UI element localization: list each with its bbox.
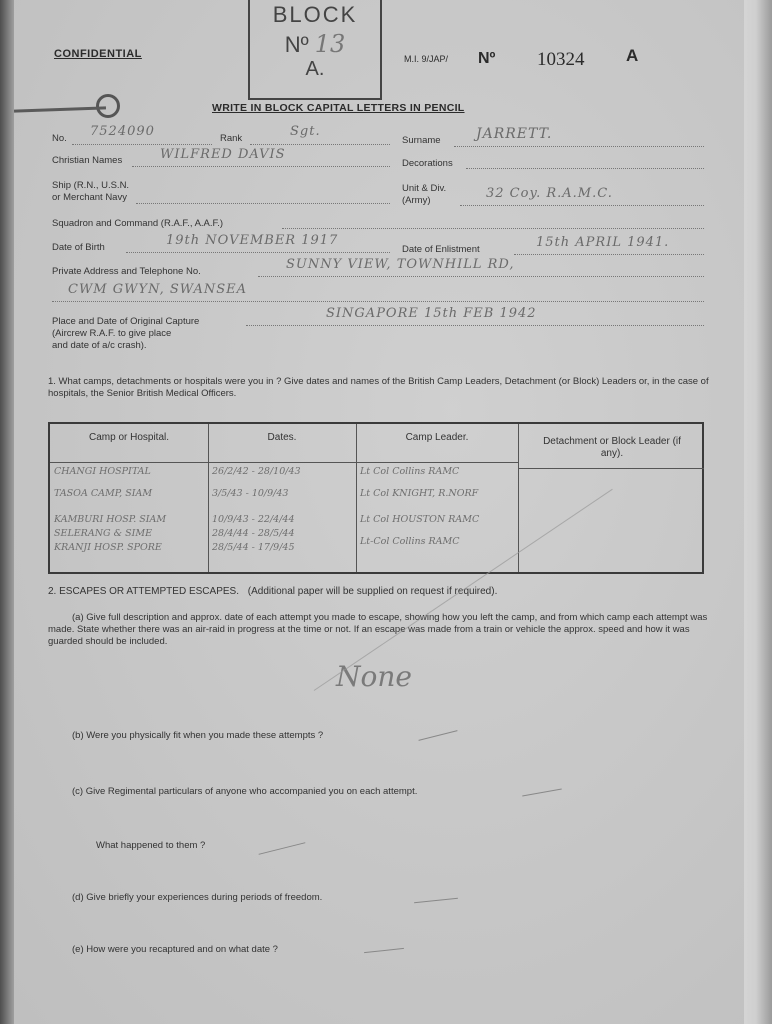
- row-3-camp: KAMBURI HOSP. SIAM: [54, 514, 167, 525]
- ship-line: [136, 203, 390, 204]
- capture-line: [246, 325, 704, 326]
- stamp-number-label: Nº: [284, 32, 309, 57]
- header-divider-right: [518, 468, 704, 469]
- stamp-block-text: BLOCK: [272, 2, 358, 27]
- question-2-note: (Additional paper will be supplied on request if required).: [247, 586, 498, 597]
- enlistment-value: 15th APRIL 1941.: [536, 235, 670, 250]
- question-1-text: 1. What camps, detachments or hospitals were you in ? Give dates and names of the British Camp Leaders, Detachment (or Block) Leaders or, in the case of hospitals, the Senior British Medical Officers.: [48, 376, 709, 399]
- ship-label-1: Ship (R.N., U.S.N.: [52, 180, 130, 191]
- dob-value: 19th NOVEMBER 1917: [166, 233, 339, 248]
- ship-label-2: or Merchant Navy: [52, 192, 127, 203]
- unit-label-1: Unit & Div.: [402, 183, 447, 194]
- christian-names-value: WILFRED DAVIS: [160, 147, 286, 162]
- row-4-camp: SELERANG & SIME: [54, 528, 153, 539]
- escape-answer: None: [336, 660, 412, 693]
- row-3-dates: 10/9/43 - 22/4/44: [212, 514, 295, 525]
- christian-names-label: Christian Names: [52, 155, 123, 166]
- address-line-1-rule: [258, 276, 704, 277]
- enlistment-label: Date of Enlistment: [402, 244, 480, 255]
- question-2e: (e) How were you recaptured and on what date ?: [72, 944, 278, 955]
- camp-table: [48, 422, 704, 574]
- stamp-suffix: A.: [305, 58, 325, 80]
- squadron-label: Squadron and Command (R.A.F., A.A.F.): [52, 218, 224, 229]
- row-2-dates: 3/5/43 - 10/9/43: [212, 488, 289, 499]
- answer-2e-dash: [364, 948, 404, 953]
- address-label: Private Address and Telephone No.: [52, 266, 201, 277]
- answer-2b-dash: [418, 730, 457, 741]
- capture-label-2: (Aircrew R.A.F. to give place: [52, 328, 172, 339]
- number-mark: Nº: [478, 50, 496, 67]
- squadron-line: [282, 228, 704, 229]
- detachment-header: Detachment or Block Leader (if any).: [543, 436, 681, 459]
- address-line-2-rule: [52, 301, 704, 302]
- block-stamp: [248, 0, 382, 100]
- dates-header: Dates.: [267, 432, 297, 443]
- confidential-label: CONFIDENTIAL: [54, 48, 142, 60]
- question-2b: (b) Were you physically fit when you made these attempts ?: [72, 730, 324, 741]
- rank-label: Rank: [220, 133, 243, 144]
- capture-value: SINGAPORE 15th FEB 1942: [326, 306, 537, 321]
- row-3-leader: Lt Col HOUSTON RAMC: [360, 514, 480, 525]
- mi-reference: M.I. 9/JAP/: [404, 54, 449, 64]
- surname-line: [454, 146, 704, 147]
- stamp-number-value: 13: [314, 30, 346, 58]
- stamp-number: [250, 30, 380, 58]
- question-2-heading: [48, 586, 497, 597]
- unit-line: [460, 205, 704, 206]
- serial-suffix: A: [626, 46, 639, 65]
- answer-2c-dash: [522, 789, 562, 797]
- no-value: 7524090: [90, 124, 155, 139]
- row-1-camp: CHANGI HOSPITAL: [54, 466, 151, 477]
- question-2a-text: (a) Give full description and approx. date of each attempt you made to escape, showing how you left the camp, and from which camp each attempt was made. State whether there was an air-raid in progress at the time or not. If an escape was made from a train or vehicle the approx. speed and how it was guarded should be included.: [48, 612, 708, 647]
- question-2-title: 2. ESCAPES OR ATTEMPTED ESCAPES.: [48, 586, 239, 597]
- camp-header: Camp or Hospital.: [88, 432, 170, 443]
- dob-line: [126, 252, 390, 253]
- capture-label-1: Place and Date of Original Capture: [52, 316, 200, 327]
- enlistment-line: [514, 254, 704, 255]
- row-2-leader: Lt Col KNIGHT, R.NORF: [360, 488, 479, 499]
- question-2c-followup: What happened to them ?: [96, 840, 206, 851]
- header-divider: [50, 462, 518, 463]
- capture-label-3: and date of a/c crash).: [52, 340, 147, 351]
- decorations-line: [466, 168, 704, 169]
- row-4-dates: 28/4/44 - 28/5/44: [212, 528, 295, 539]
- unit-label-2: (Army): [402, 195, 431, 206]
- question-2d: (d) Give briefly your experiences during periods of freedom.: [72, 892, 323, 903]
- answer-2d-dash: [414, 898, 458, 904]
- surname-value: JARRETT.: [476, 126, 553, 142]
- no-line: [72, 144, 212, 145]
- christian-names-line: [132, 166, 390, 167]
- answer-2c2-dash: [259, 842, 306, 855]
- address-line-1: SUNNY VIEW, TOWNHILL RD,: [286, 257, 515, 272]
- row-1-dates: 26/2/42 - 28/10/43: [212, 466, 301, 477]
- row-2-camp: TASOA CAMP, SIAM: [54, 488, 153, 499]
- row-5-leader: Lt-Col Collins RAMC: [360, 536, 460, 547]
- surname-label: Surname: [402, 135, 441, 146]
- decorations-label: Decorations: [402, 158, 453, 169]
- row-5-camp: KRANJI HOSP. SPORE: [54, 542, 162, 553]
- row-1-leader: Lt Col Collins RAMC: [360, 466, 460, 477]
- form-page: [14, 0, 744, 1024]
- serial-number: 10324: [537, 49, 585, 70]
- address-line-2: CWM GWYN, SWANSEA: [68, 282, 248, 297]
- binding-string: [14, 106, 106, 112]
- row-5-dates: 28/5/44 - 17/9/45: [212, 542, 295, 553]
- no-label: No.: [52, 133, 67, 144]
- leader-header: Camp Leader.: [405, 432, 469, 443]
- rank-value: Sgt.: [290, 124, 321, 139]
- question-2c: (c) Give Regimental particulars of anyone who accompanied you on each attempt.: [72, 786, 418, 797]
- form-instruction: WRITE IN BLOCK CAPITAL LETTERS IN PENCIL: [212, 102, 465, 114]
- rank-line: [250, 144, 390, 145]
- dob-label: Date of Birth: [52, 242, 105, 253]
- unit-value: 32 Coy. R.A.M.C.: [486, 186, 613, 201]
